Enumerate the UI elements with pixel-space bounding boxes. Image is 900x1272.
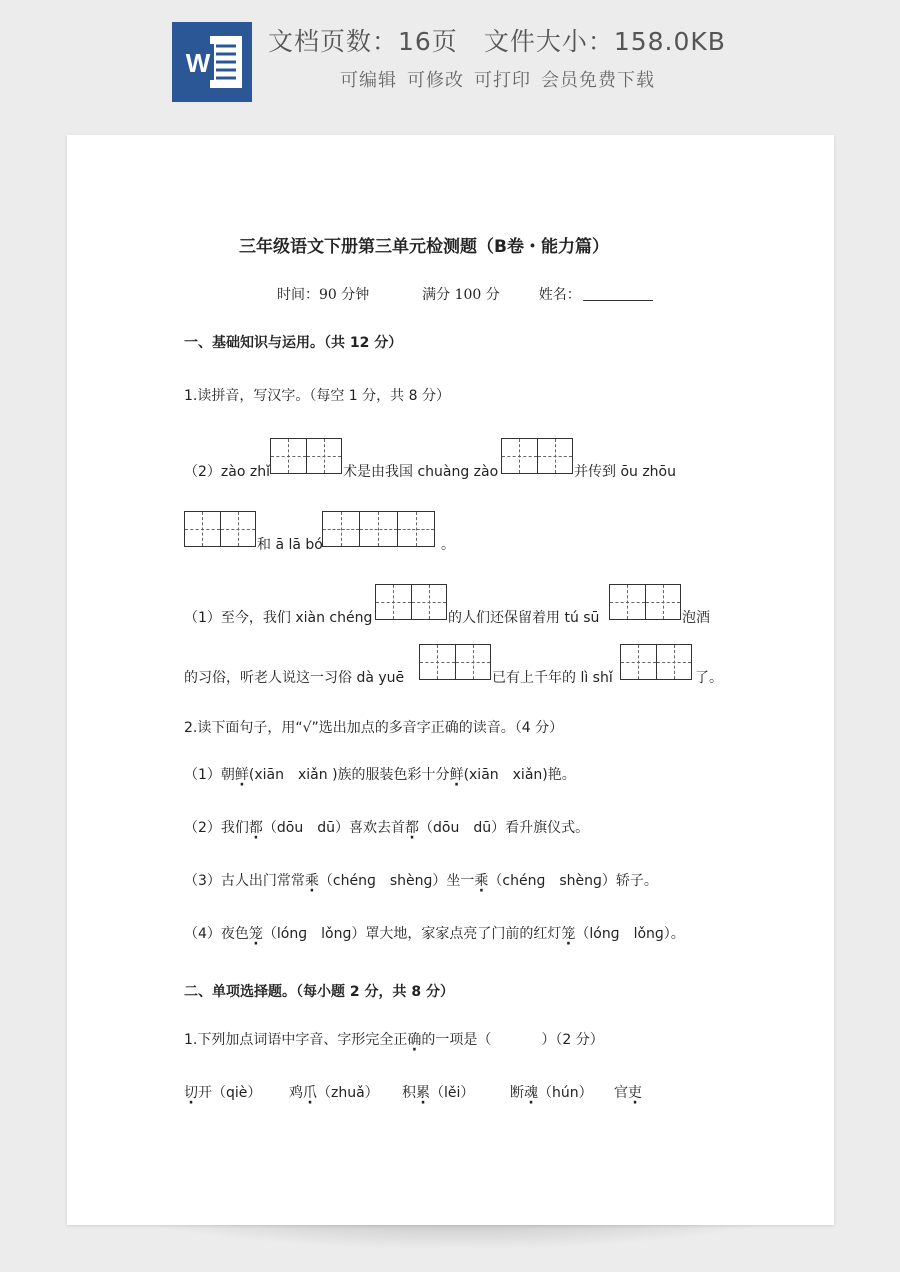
- pinyin-text: 泡酒: [682, 610, 710, 626]
- exam-title: 三年级语文下册第三单元检测题（B卷・能力篇）: [239, 237, 609, 257]
- choice-option: [184, 1083, 261, 1103]
- name-blank[interactable]: [583, 286, 653, 301]
- dotted-char: 都: [405, 820, 420, 836]
- dotted-char: 魂: [524, 1085, 538, 1101]
- svg-text:W: W: [185, 48, 211, 78]
- hanzi-grid[interactable]: [184, 511, 256, 547]
- exam-meta: [277, 285, 653, 305]
- document-stats: [268, 22, 726, 58]
- item-text: （1）朝: [184, 767, 235, 783]
- dotted-char: 吏: [628, 1085, 642, 1101]
- item-text: (xiān xiǎn )族的服装色彩十分: [248, 767, 450, 783]
- option-text: （zhuǎ）: [317, 1085, 379, 1101]
- dotted-char: 爪: [303, 1085, 317, 1101]
- polyphone-item: [184, 924, 685, 944]
- polyphone-item: [184, 818, 589, 838]
- dotted-char: 切: [184, 1085, 198, 1101]
- item-text: （chénɡ shènɡ）轿子。: [488, 873, 658, 889]
- dotted-char: 鲜: [449, 767, 464, 783]
- pinyin-text: 。: [441, 537, 455, 553]
- option-text: 积: [402, 1085, 416, 1101]
- polyphone-item: [184, 765, 576, 785]
- pinyin-text: 的习俗，听老人说这一习俗 dà yuē: [184, 670, 405, 686]
- hanzi-grid[interactable]: [270, 438, 342, 474]
- document-page: [67, 135, 834, 1225]
- pinyin-text: 和 ā lā bó: [257, 537, 323, 553]
- feature-printable: 可打印: [474, 70, 531, 91]
- feature-editable: 可编辑: [340, 70, 397, 91]
- dotted-char: 笼: [561, 926, 576, 942]
- dotted-char: 累: [416, 1085, 430, 1101]
- dotted-char: 乘: [304, 873, 319, 889]
- item-text: （2）我们: [184, 820, 249, 836]
- choice-option: [402, 1083, 474, 1103]
- dotted-char: 都: [248, 820, 263, 836]
- pinyin-text: 并传到 ōu zhōu: [574, 464, 676, 480]
- dotted-char: 笼: [248, 926, 263, 942]
- item-text: （dōu dū）看升旗仪式。: [419, 820, 590, 836]
- dotted-char: 鲜: [234, 767, 249, 783]
- option-text: 开（qiè）: [198, 1085, 262, 1101]
- name-label: 姓名：: [538, 287, 581, 303]
- hanzi-grid[interactable]: [609, 584, 681, 620]
- file-size: 文件大小：158.0KB: [483, 27, 726, 56]
- document-features: [340, 66, 655, 92]
- feature-free-download: 会员免费下载: [541, 70, 655, 91]
- option-text: 鸡: [289, 1085, 303, 1101]
- section-2-heading: 二、单项选择题。（每小题 2 分，共 8 分）: [184, 984, 454, 1000]
- pinyin-text: 的人们还保留着用 tú sū: [448, 610, 600, 626]
- item-text: （3）古人出门常常: [184, 873, 305, 889]
- page-count: 文档页数：16页: [268, 27, 458, 56]
- exam-score: 满分 100 分: [422, 287, 500, 303]
- item-text: ）（2 分）: [541, 1032, 604, 1048]
- item-text: （4）夜色: [184, 926, 249, 942]
- item-text: 1.下列加点词语中字音、字形完全正: [184, 1032, 408, 1048]
- question-1-1: 1.读拼音，写汉字。（每空 1 分，共 8 分）: [184, 388, 450, 404]
- choice-option: [614, 1083, 642, 1103]
- pinyin-text: （2）zào zhǐ: [184, 464, 270, 480]
- choice-option: [289, 1083, 379, 1103]
- item-text: （lónɡ lǒnɡ）。: [575, 926, 685, 942]
- hanzi-grid[interactable]: [620, 644, 692, 680]
- option-text: 断: [510, 1085, 524, 1101]
- section-1-heading: 一、基础知识与运用。（共 12 分）: [184, 335, 403, 351]
- pinyin-text: （1）至今，我们 xiàn chéng: [184, 610, 373, 626]
- item-text: (xiān xiǎn)艳。: [463, 767, 576, 783]
- option-text: 官: [614, 1085, 628, 1101]
- item-text: （chénɡ shènɡ）坐一: [318, 873, 475, 889]
- question-2-1: [184, 1030, 604, 1050]
- pinyin-text: 术是由我国 chuàng zào: [343, 464, 499, 480]
- hanzi-grid[interactable]: [419, 644, 491, 680]
- item-text: （lónɡ lǒnɡ）罩大地，家家点亮了门前的红灯: [262, 926, 562, 942]
- word-document-icon: [172, 22, 252, 102]
- hanzi-grid[interactable]: [322, 511, 435, 547]
- pinyin-text: 已有上千年的 lì shǐ: [492, 670, 613, 686]
- hanzi-grid[interactable]: [375, 584, 447, 620]
- hanzi-grid[interactable]: [501, 438, 573, 474]
- polyphone-item: [184, 871, 658, 891]
- exam-time: 时间：90 分钟: [277, 287, 370, 303]
- choice-option: [510, 1083, 593, 1103]
- feature-modifiable: 可修改: [407, 70, 464, 91]
- option-text: （hún）: [538, 1085, 593, 1101]
- dotted-char: 确: [407, 1032, 422, 1048]
- document-info-header: [0, 0, 900, 120]
- question-1-2: 2.读下面句子，用“√”选出加点的多音字正确的读音。（4 分）: [184, 720, 564, 736]
- item-text: 的一项是（: [421, 1032, 492, 1048]
- pinyin-text: 了。: [695, 670, 723, 686]
- dotted-char: 乘: [474, 873, 489, 889]
- item-text: （dōu dū）喜欢去首: [262, 820, 406, 836]
- option-text: （lěi）: [430, 1085, 475, 1101]
